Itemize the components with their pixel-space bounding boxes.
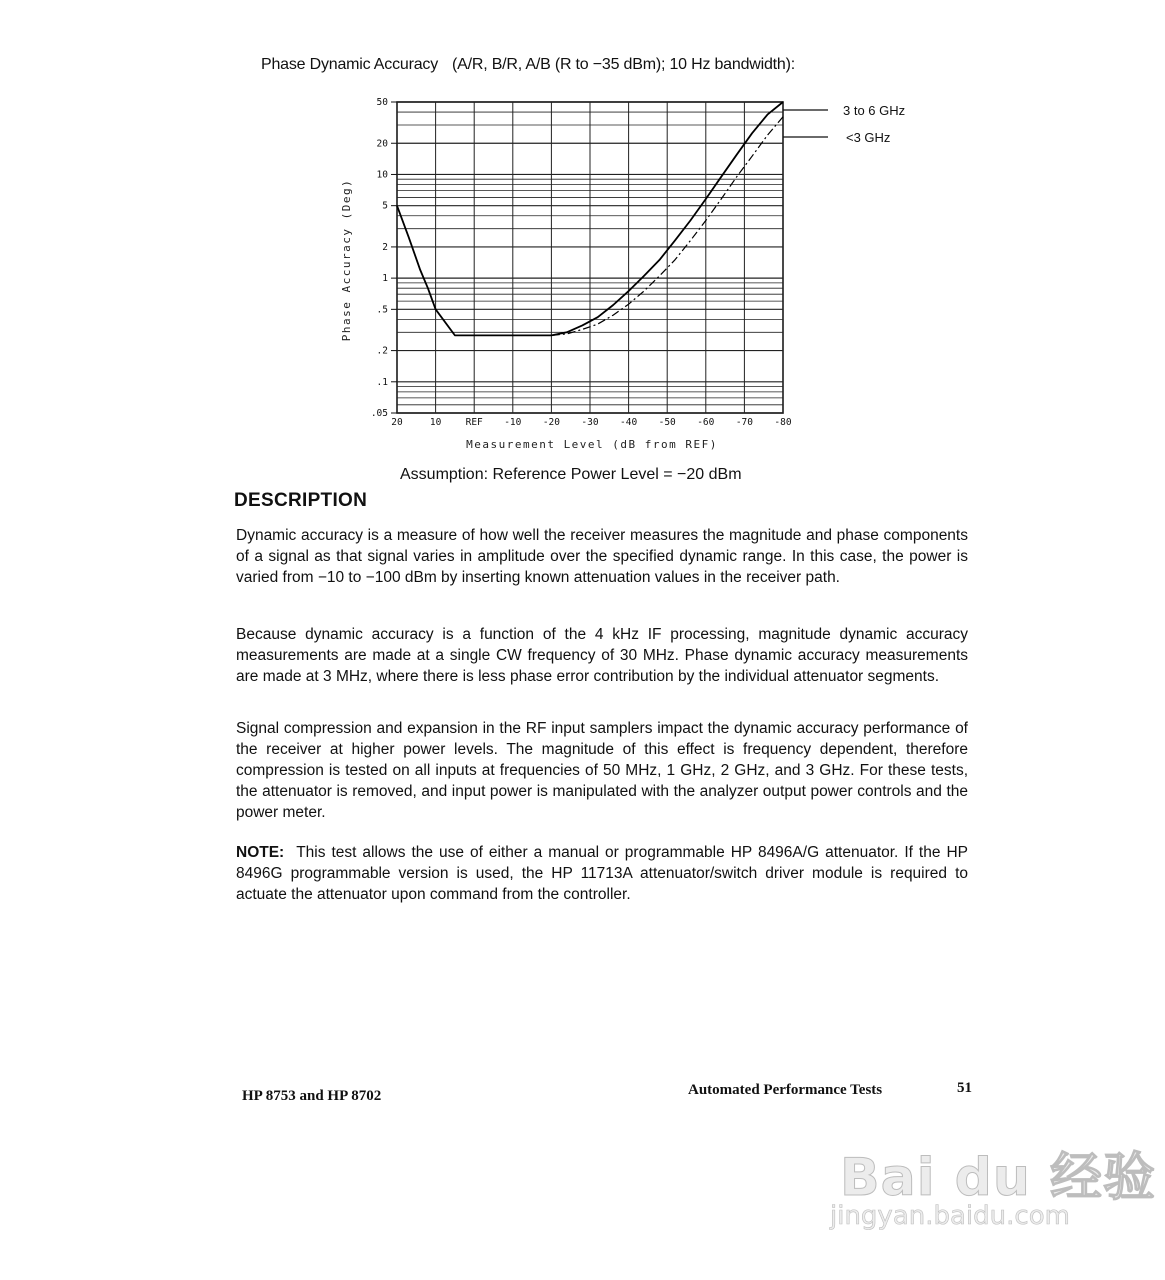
y-tick-label: 50: [376, 97, 388, 108]
watermark-logo: Bai du 经验: [840, 1148, 1156, 1208]
assumption-caption: Assumption: Reference Power Level = −20 dBm: [400, 466, 742, 483]
footer-product: HP 8753 and HP 8702: [242, 1088, 382, 1104]
chart-heading-label: Phase Dynamic Accuracy: [261, 56, 439, 73]
x-tick-label: REF: [465, 417, 483, 428]
description-paragraph-1: Dynamic accuracy is a measure of how well the receiver measures the magnitude and phase components of a signal as that signal varies in amplitude over the specified dynamic range. In this case, the power is varied from −10 to −100 dBm by inserting known attenuation values in the receiver path.: [236, 527, 968, 586]
legend-3-to-6-ghz-label: 3 to 6 GHz: [843, 103, 906, 118]
y-tick-label: 10: [376, 169, 388, 181]
x-tick-label: -30: [581, 417, 599, 428]
y-tick-label: .1: [376, 376, 388, 388]
y-tick-label: 20: [376, 138, 388, 150]
x-tick-label: -20: [542, 417, 560, 428]
y-tick-label: .5: [376, 304, 388, 316]
y-tick-label: 1: [382, 273, 388, 285]
x-tick-label: -70: [735, 417, 753, 428]
x-tick-label: -50: [658, 417, 676, 428]
y-axis-label: Phase Accuracy (Deg): [340, 178, 353, 342]
y-tick-label: 2: [382, 241, 388, 253]
baidu-watermark: [830, 1135, 1156, 1245]
phase-accuracy-chart: [0, 0, 1165, 470]
description-paragraph-2: Because dynamic accuracy is a function of the 4 kHz IF processing, magnitude dynamic accuracy measurements are made at a single CW frequency of 30 MHz. Phase dynamic accuracy measurements are made at 3 MHz, where there is less phase error contribution by the individual attenuator segments.: [236, 626, 968, 685]
section-title: DESCRIPTION: [234, 490, 368, 511]
y-tick-label: .05: [370, 408, 388, 419]
x-tick-label: -60: [697, 417, 715, 428]
y-tick-label: .2: [376, 345, 388, 357]
watermark-url: jingyan.baidu.com: [830, 1201, 1070, 1231]
note-paragraph: [236, 842, 968, 905]
x-tick-label: 20: [391, 417, 403, 428]
x-axis-label: Measurement Level (dB from REF): [466, 438, 718, 451]
note-label: NOTE:: [236, 844, 285, 861]
chart-legend: [783, 103, 905, 145]
y-tick-label: 5: [382, 200, 388, 212]
note-text: This test allows the use of either a manual or programmable HP 8496A/G attenuator. If the HP 8496G programmable version is used, the HP 11713A attenuator/switch driver module is required to actuate the attenuator upon command from the controller.: [236, 844, 968, 903]
x-tick-label: 10: [429, 417, 442, 428]
x-tick-label: -80: [774, 417, 792, 428]
footer-section: Automated Performance Tests: [688, 1082, 883, 1098]
chart-heading-params: (A/R, B/R, A/B (R to −35 dBm); 10 Hz bandwidth):: [452, 56, 796, 73]
chart-grid: [397, 102, 783, 413]
chart-ticks: [371, 97, 792, 428]
footer-page-number: 51: [957, 1080, 972, 1096]
description-paragraph-3: Signal compression and expansion in the RF input samplers impact the dynamic accuracy performance of the receiver at higher power levels. The magnitude of this effect is frequency dependent, therefore compression is tested on all inputs at frequencies of 50 MHz, 1 GHz, 2 GHz, and 3 GHz. For these tests, the attenuator is removed, and input power is manipulated with the analyzer output power controls and the power meter.: [236, 720, 968, 821]
x-tick-label: -10: [504, 417, 522, 428]
x-tick-label: -40: [620, 417, 638, 428]
legend-under-3-ghz-label: <3 GHz: [846, 130, 891, 145]
